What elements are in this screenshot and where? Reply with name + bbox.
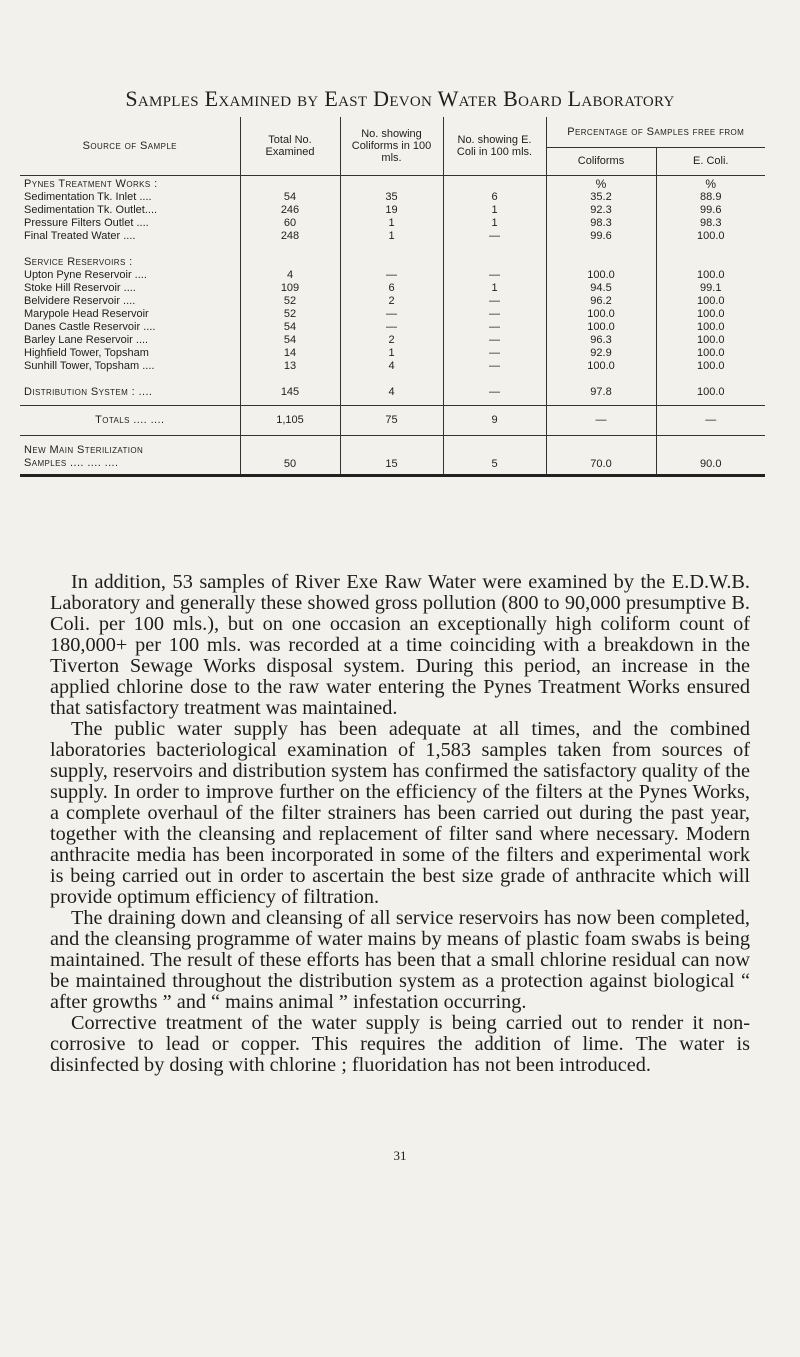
- row-coliforms: 15: [340, 435, 443, 475]
- row-pct-ecoli: 100.0: [656, 347, 765, 360]
- percent-sign: %: [546, 175, 656, 191]
- table-row: [20, 282, 765, 295]
- row-pct-coliforms: 97.8: [546, 386, 656, 406]
- section-heading: Pynes Treatment Works :: [24, 177, 158, 190]
- table-row: [20, 360, 765, 373]
- row-pct-ecoli: 99.1: [656, 282, 765, 295]
- header-source: Source of Sample: [20, 117, 240, 175]
- section-heading-row: [20, 256, 765, 269]
- row-pct-coliforms: 98.3: [546, 217, 656, 230]
- row-pct-coliforms: 92.9: [546, 347, 656, 360]
- distribution-row: [20, 386, 765, 406]
- totals-row: [20, 405, 765, 435]
- row-source: Distribution System : ....: [20, 386, 240, 406]
- row-coliforms: 6: [340, 282, 443, 295]
- row-pct-ecoli: 90.0: [656, 435, 765, 475]
- row-pct-coliforms: 92.3: [546, 204, 656, 217]
- row-ecoli: 5: [443, 435, 546, 475]
- row-total: 50: [240, 435, 340, 475]
- row-source: Pressure Filters Outlet ....: [24, 216, 149, 229]
- row-coliforms: —: [340, 269, 443, 282]
- table-row: [20, 230, 765, 243]
- row-pct-coliforms: 100.0: [546, 321, 656, 334]
- row-total: 52: [240, 295, 340, 308]
- samples-table: [20, 117, 765, 477]
- row-source: Final Treated Water ....: [24, 229, 136, 242]
- row-source: Upton Pyne Reservoir ....: [24, 268, 147, 281]
- row-ecoli: —: [443, 321, 546, 334]
- new-main-label-line2: Samples .... .... ....: [24, 456, 119, 469]
- row-coliforms: 1: [340, 347, 443, 360]
- body-text: [50, 572, 750, 1076]
- row-coliforms: 4: [340, 360, 443, 373]
- row-ecoli: —: [443, 295, 546, 308]
- row-pct-coliforms: 99.6: [546, 230, 656, 243]
- row-pct-ecoli: 100.0: [656, 295, 765, 308]
- row-source: Stoke Hill Reservoir ....: [24, 281, 136, 294]
- page-title: Samples Examined by East Devon Water Board Laboratory: [125, 86, 675, 111]
- row-pct-ecoli: 100.0: [656, 308, 765, 321]
- row-pct-coliforms: 100.0: [546, 269, 656, 282]
- paragraph: Corrective treatment of the water supply is being carried out to render it non-corrosive to lead or copper. This requires the addition of lime. The water is disinfected by dosing with chlorine ; fluoridation has not been introduced.: [50, 1012, 750, 1076]
- row-total: 13: [240, 360, 340, 373]
- header-total: Total No. Examined: [240, 117, 340, 175]
- row-pct-coliforms: 94.5: [546, 282, 656, 295]
- row-pct-ecoli: 98.3: [656, 217, 765, 230]
- row-source: Belvidere Reservoir ....: [24, 294, 136, 307]
- row-total: 14: [240, 347, 340, 360]
- table-row: [20, 269, 765, 282]
- row-coliforms: 2: [340, 295, 443, 308]
- row-pct-ecoli: 100.0: [656, 230, 765, 243]
- row-coliforms: 19: [340, 204, 443, 217]
- row-coliforms: 1: [340, 217, 443, 230]
- section-heading-row: [20, 175, 765, 191]
- row-coliforms: —: [340, 308, 443, 321]
- row-source: Sedimentation Tk. Outlet....: [24, 203, 158, 216]
- row-ecoli: 1: [443, 204, 546, 217]
- header-pct-coliforms: Coliforms: [546, 147, 656, 175]
- table-row: [20, 308, 765, 321]
- row-pct-ecoli: 100.0: [656, 269, 765, 282]
- table-row: [20, 321, 765, 334]
- row-ecoli: 1: [443, 282, 546, 295]
- table-row: [20, 204, 765, 217]
- row-pct-coliforms: 96.2: [546, 295, 656, 308]
- row-pct-coliforms: 35.2: [546, 191, 656, 204]
- totals-label: Totals .... ....: [20, 405, 240, 435]
- row-source: Sunhill Tower, Topsham ....: [24, 359, 155, 372]
- row-ecoli: 6: [443, 191, 546, 204]
- row-coliforms: 35: [340, 191, 443, 204]
- row-total: 52: [240, 308, 340, 321]
- totals-ecoli: 9: [443, 405, 546, 435]
- row-pct-ecoli: 100.0: [656, 360, 765, 373]
- page-number: 31: [393, 1148, 407, 1163]
- row-total: 145: [240, 386, 340, 406]
- row-pct-coliforms: 96.3: [546, 334, 656, 347]
- row-pct-coliforms: 70.0: [546, 435, 656, 475]
- table-row: [20, 191, 765, 204]
- totals-pct-coliforms: —: [546, 405, 656, 435]
- row-coliforms: 4: [340, 386, 443, 406]
- row-ecoli: —: [443, 308, 546, 321]
- row-total: 4: [240, 269, 340, 282]
- row-source: Danes Castle Reservoir ....: [24, 320, 156, 333]
- row-total: 54: [240, 334, 340, 347]
- row-pct-ecoli: 88.9: [656, 191, 765, 204]
- row-pct-ecoli: 100.0: [656, 321, 765, 334]
- row-ecoli: 1: [443, 217, 546, 230]
- totals-pct-ecoli: —: [656, 405, 765, 435]
- row-total: 248: [240, 230, 340, 243]
- paragraph: In addition, 53 samples of River Exe Raw Water were examined by the E.D.W.B. Laboratory and generally these showed gross pollution (800 to 90,000 presumptive B. Coli. per 100 mls.), but on one occasion an exceptionally high coliform count of 180,000+ per 100 mls. was recorded at a time coinciding with a breakdown in the Tiverton Sewage Works disposal system. During this period, an increase in the applied chlorine dose to the raw water entering the Pynes Treatment Works ensured that satisfactory treatment was maintained.: [50, 571, 750, 719]
- row-source: Barley Lane Reservoir ....: [24, 333, 149, 346]
- row-ecoli: —: [443, 347, 546, 360]
- table-row: [20, 347, 765, 360]
- row-coliforms: 2: [340, 334, 443, 347]
- header-coliforms: No. showing Coliforms in 100 mls.: [340, 117, 443, 175]
- row-ecoli: —: [443, 386, 546, 406]
- new-main-label-line1: New Main Sterilization: [24, 443, 144, 456]
- row-total: 54: [240, 191, 340, 204]
- row-source: Sedimentation Tk. Inlet ....: [24, 190, 152, 203]
- row-ecoli: —: [443, 230, 546, 243]
- header-pct-ecoli: E. Coli.: [656, 147, 765, 175]
- row-ecoli: —: [443, 334, 546, 347]
- table-row: [20, 295, 765, 308]
- table-row: [20, 334, 765, 347]
- paragraph: The public water supply has been adequate at all times, and the combined laboratories bacteriological examination of 1,583 samples taken from sources of supply, reservoirs and distribution system has confirmed the satisfactory quality of the supply. In order to improve further on the efficiency of the filters at the Pynes Works, a complete overhaul of the filter strainers has been carried out during the past year, together with the cleansing and replacement of filter sand where necessary. Modern anthracite media has been incorporated in some of the filters and experimental work is being carried out in order to ascertain the best size grade of anthracite which will provide optimum efficiency of filtration.: [50, 718, 750, 908]
- row-pct-ecoli: 100.0: [656, 386, 765, 406]
- table-row: [20, 217, 765, 230]
- header-ecoli: No. showing E. Coli in 100 mls.: [443, 117, 546, 175]
- totals-coliforms: 75: [340, 405, 443, 435]
- row-total: 246: [240, 204, 340, 217]
- section-heading: Service Reservoirs :: [24, 255, 133, 268]
- totals-total: 1,105: [240, 405, 340, 435]
- row-pct-ecoli: 99.6: [656, 204, 765, 217]
- new-main-row: [20, 435, 765, 475]
- row-coliforms: 1: [340, 230, 443, 243]
- percent-sign: %: [656, 175, 765, 191]
- row-ecoli: —: [443, 269, 546, 282]
- paragraph: The draining down and cleansing of all service reservoirs has now been completed, and the cleansing programme of water mains by means of plastic foam swabs is being maintained. The result of these efforts has been that a small chlorine residual can now be maintained throughout the distribution system as a protection against biological “ after growths ” and “ mains animal ” infestation occurring.: [50, 907, 750, 1013]
- row-total: 109: [240, 282, 340, 295]
- row-ecoli: —: [443, 360, 546, 373]
- row-pct-coliforms: 100.0: [546, 308, 656, 321]
- row-source: Marypole Head Reservoir: [24, 307, 149, 320]
- row-pct-ecoli: 100.0: [656, 334, 765, 347]
- header-percentage: Percentage of Samples free from: [546, 117, 765, 147]
- row-coliforms: —: [340, 321, 443, 334]
- row-pct-coliforms: 100.0: [546, 360, 656, 373]
- row-total: 54: [240, 321, 340, 334]
- row-source: Highfield Tower, Topsham: [24, 346, 149, 359]
- row-total: 60: [240, 217, 340, 230]
